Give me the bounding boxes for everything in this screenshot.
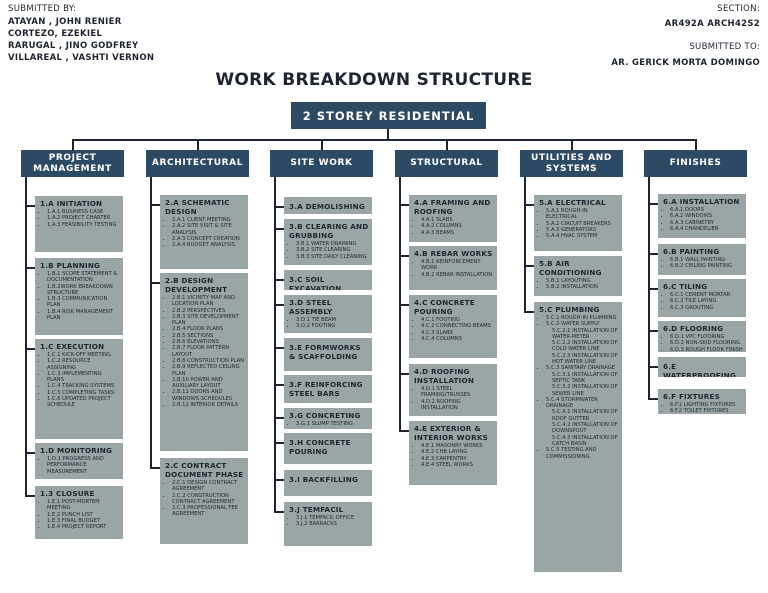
subtask-list [289,317,369,330]
subtask-item: • 5.A.4 HVAC SYSTEM [546,233,619,239]
subtask-list [40,456,120,475]
subtask-item: • 6.A.3 CABINETRY [670,220,743,226]
category-header: ARCHITECTURAL [146,150,249,177]
subtask-item: • 6.B.2 CEILING PAINTING [670,263,743,269]
subtask-list [663,334,743,352]
subtask-list [539,278,619,291]
subtask-item: • 1.C.3 IMPLEMENTING PLANS [47,371,120,384]
branch-bar [72,139,697,141]
wbs-task-box [284,470,372,496]
subtask-item: • 2.B.7 FLOOR PATTERN LAYOUT [172,345,245,358]
wbs-task-box [534,256,622,296]
wbs-task-box [284,338,372,371]
category-connector [695,140,697,150]
page-title: WORK BREAKDOWN STRUCTURE [215,70,533,90]
subtask-list [539,208,619,239]
subtask-item: • 2.A.1 CLIENT MEETING [172,217,245,223]
subtask-item: • 4.C.3 SLABS [421,330,494,336]
subtask-item: • 3.B.2 SITE CLEARING [296,247,369,253]
subtask-item: • 1.A.3 FEASIBILITY TESTING [47,222,120,228]
task-title: 4.E EXTERIOR & INTERIOR WORKS [414,424,488,442]
task-title: 3.C SOIL EXCAVATION [289,275,342,290]
subtask-item: • 4.D.2 ROOFING INSTALLATION [421,399,494,412]
subtask-item: • 2.B.4 FLOOR PLANS [172,326,245,332]
subtask-item: • 4.A.1 SLABS [421,217,494,223]
subtask-item: • 2.B.1 VICINITY MAP AND LOCATION PLAN [172,295,245,308]
wbs-task-box [409,195,497,242]
task-title: 6.D FLOORING [663,324,724,333]
wbs-task-box [658,194,746,238]
task-title: 4.A FRAMING AND ROOFING [414,198,491,216]
submitted-to-value: AR. GERICK MORTA DOMINGO [611,58,760,68]
subtask-item: • 1.B.4 RISK MANAGEMENT PLAN [47,309,120,322]
task-title: 4.D ROOFING INSTALLATION [414,367,475,385]
subtask-item: • 1.E.2 PUNCH LIST [47,512,120,518]
subtask-item: • 2.B.3 SITE DEVELOPMENT PLAN [172,314,245,327]
subtask-item: • 4.C.2 CONNECTING BEAMS [421,323,494,329]
task-title: 4.C CONCRETE POURING [414,298,475,316]
category-header: FINISHES [644,150,747,177]
task-title: 5.C PLUMBING [539,305,600,314]
wbs-task-box [284,375,372,403]
task-title: 3.E FORMWORKS & SCAFFOLDING [289,343,361,361]
subtask-list [40,209,120,228]
subtask-item: • 1.D.1 PROGRESS AND PERFORMANCE MEASUREMENT [47,456,120,475]
task-title: 6.B PAINTING [663,247,720,256]
subtask-item: • 5.C.5 TESTING AND COMMISSIONING [546,447,619,460]
category-trunk [150,177,152,467]
wbs-task-box [534,302,622,572]
wbs-task-box [35,339,123,439]
submitter-name: VILLAREAL , VASHTI VERNON [8,53,155,63]
subtask-item: • 2.A.4 BUDGET ANALYSIS [172,242,245,248]
wbs-task-box [658,244,746,275]
task-title: 3.I BACKFILLING [289,475,359,484]
wbs-task-box [409,246,497,290]
task-title: 1.B PLANNING [40,261,101,270]
subtask-list [289,515,369,528]
subtask-item: • 6.C.2 TILE LAYING [670,298,743,304]
category-connector [321,140,323,150]
subtask-item: • 2.B.9 REFLECTED CEILING PLAN [172,364,245,377]
wbs-task-box [284,295,372,333]
subtask-item: • 2.B.11 DOORS AND WINDOWS SCHEDULES [172,389,245,402]
subtask-list [414,386,494,411]
task-title: 1.A INITIATION [40,199,103,208]
subtask-item: • 4.B.2 REBAR INSTALLATION [421,272,494,278]
subtask-item: • 5.A.3 GENERATORS [546,227,619,233]
subtask-item: • 5.B.2 INSTALLATION [546,284,619,290]
wbs-task-box [284,502,372,546]
subtask-item: • 2.A.3 CONCEPT CREATION [172,236,245,242]
subtask-item: • 4.C.1 FOOTING [421,317,494,323]
submitter-name: RARUGAL , JINO GODFREY [8,41,139,51]
task-title: 6.F FIXTURES [663,392,721,401]
subtask-item: • 6.A.2 WINDOWS [670,213,743,219]
subtask-item: 5.C.2.1 INSTALLATION OF WATER-METER [552,327,618,340]
subtask-item: • 3.B.3 SITE DAILY CLEANING [296,254,369,260]
wbs-task-box [160,195,248,269]
wbs-task-box [35,443,123,479]
task-title: 3.F REINFORCING STEEL BARS [289,380,363,398]
subtask-item: • 6.A.1 DOORS [670,207,743,213]
subtask-list [663,207,743,232]
subtask-item: • 6.F.1 LIGHTING FIXTURES [670,402,743,408]
submitted-to-label: SUBMITTED TO: [689,42,760,52]
subtask-item: • 3.D.2 FOOTING [296,323,369,329]
task-title: 3.H CONCRETE POURING [289,438,351,456]
subtask-item: • 4.A.2 COLUMNS [421,223,494,229]
subtask-item: • 1.C.2 RESOURCE ASSIGNING [47,358,120,371]
subtask-item: 5.C.4.1 INSTALLATION OF ROOF GUTTER [552,409,618,422]
section-value: AR492A ARCH42S2 [664,19,760,29]
subtask-item: • 4.D.1 STEEL FRAMING/TRUSSES [421,386,494,399]
subtask-item: • 4.E.3 CARPENTRY [421,456,494,462]
subtask-list [40,499,120,530]
subtask-list [165,295,245,408]
submitter-name: ATAYAN , JOHN RENIER [8,17,122,27]
task-title: 2.C CONTRACT DOCUMENT PHASE [165,461,244,479]
wbs-task-box [658,279,746,317]
category-trunk [524,177,526,311]
subtask-list [414,217,494,236]
subtask-item: • 6.A.4 CHANDELIER [670,226,743,232]
subtask-item: • 4.B.1 REINFORCEMENT WORK [421,259,494,272]
subtask-item: • 1.A.1 BUSINESS CASE [47,209,120,215]
subtask-item: 5.C.3.1 INSTALLATION OF SEPTIC TANK [552,371,618,384]
subtask-item: • 1.B.1 SCOPE STATEMENT & DOCUMENTATION [47,271,120,284]
subtask-item: • 1.E.1 POST-MORTEM MEETING [47,499,120,512]
subtask-item: • 1.B.3 COMMUNICATION PLAN [47,296,120,309]
subtask-item: • 4.E.2 CHB LAYING [421,449,494,455]
wbs-task-box [409,295,497,358]
subtask-item: • 3.G.1 SLUMP TESTING [296,421,369,427]
task-title: 1.D MONITORING [40,446,113,455]
wbs-task-box [658,321,746,352]
subtask-item: • 3.D.1 TIE BEAM [296,317,369,323]
subtask-list [414,317,494,342]
wbs-task-box [409,421,497,485]
subtask-item: • 5.C.3 SANITARY DRAINAGE [546,365,619,371]
subtask-item: • 5.C.4 STORMWATER DRAINAGE [546,397,619,410]
subtask-item: • 6.B.1 WALL PAINTING [670,257,743,263]
root-node: 2 STOREY RESIDENTIAL [291,102,486,129]
task-title: 3.D STEEL ASSEMBLY [289,298,333,316]
subtask-item: 5.C.4.2 INSTALLATION OF DOWNSPOUT [552,422,618,435]
subtask-item: • 1.C.1 KICK-OFF MEETING [47,352,120,358]
task-title: 1.3 CLOSURE [40,489,95,498]
subtask-list [414,259,494,278]
category-header: SITE WORK [270,150,373,177]
task-title: 6.A INSTALLATION [663,197,740,206]
subtask-list [663,402,743,414]
task-title: 3.J TEMFACIL [289,505,344,514]
wbs-task-box [160,273,248,451]
subtask-item: • 1.C.5 COMPLETING TASKS [47,390,120,396]
wbs-task-box [160,458,248,544]
task-title: 2.A SCHEMATIC DESIGN [165,198,230,216]
subtask-item: • 2.B.8 CONSTRUCTION PLAN [172,358,245,364]
subtask-item: • 4.E.4 STEEL WORKS [421,462,494,468]
category-connector [197,140,199,150]
subtask-list [539,315,619,460]
task-title: 5.B AIR CONDITIONING [539,259,602,277]
subtask-item: • 4.C.4 COLUMNS [421,336,494,342]
submitter-name: CORTEZO, EZEKIEL [8,29,103,39]
category-header: UTILITIES AND SYSTEMS [520,150,623,177]
wbs-task-box [409,364,497,416]
wbs-task-box [284,433,372,464]
category-header: STRUCTURAL [395,150,498,177]
task-title: 3.B CLEARING AND GRUBBING [289,222,369,240]
task-title: 3.A DEMOLISHING [289,202,365,211]
subtask-item: • 6.C.1 CEMENT MORTAR [670,292,743,298]
subtask-list [414,443,494,468]
subtask-item: • 5.B.1 LAYOUTING [546,278,619,284]
subtask-item: • 1.E.3 FINAL BUDGET [47,518,120,524]
subtask-item: • 1.C.6 UPDATED PROJECT SCHEDULE [47,396,120,409]
subtask-item: 5.C.2.2 INSTALLATION OF COLD WATER LINE [552,340,618,353]
subtask-item: • 6.D.1 VPC FLOORING [670,334,743,340]
subtask-list [663,257,743,270]
task-title: 6.C TILING [663,282,708,291]
task-title: 2.B DESIGN DEVELOPMENT [165,276,228,294]
subtask-item: • 2.A.2 SITE VISIT & SITE ANALYSIS [172,223,245,236]
subtask-list [165,217,245,248]
subtask-item: • 5.A.2 CIRCUIT BREAKERS [546,221,619,227]
category-connector [571,140,573,150]
subtask-list [40,271,120,321]
wbs-task-box [284,219,372,265]
subtask-item: • 4.A.3 BEAMS [421,230,494,236]
subtask-item: • 2.B.10 POWER AND AUXILIARY LAYOUT [172,377,245,390]
wbs-task-box [284,408,372,429]
task-title: 1.C EXECUTION [40,342,105,351]
subtask-item: • 6.C.3 GROUTING [670,305,743,311]
task-title: 5.A ELECTRICAL [539,198,606,207]
task-title: 6.E WATERPROOFING [663,362,737,377]
subtask-list [165,480,245,518]
subtask-list [663,292,743,311]
subtask-item: • 3.J.1 TEMFACIL OFFICE [296,515,369,521]
wbs-task-box [658,389,746,414]
subtask-item: • 1.B.2WORK BREAKDOWN STRUCTURE [47,284,120,297]
subtask-item: 5.C.3.2 INSTALLATION OF SEWER LINE [552,384,618,397]
wbs-task-box [284,197,372,214]
subtask-item: • 5.A.1 ROUGH-IN ELECTRICAL [546,208,619,221]
subtask-item: • 1.C.4 TRACKING SYSTEMS [47,383,120,389]
subtask-item: 5.C.4.3 INSTALLATION OF CATCH BASIN [552,434,618,447]
task-title: 4.B REBAR WORKS [414,249,493,258]
subtask-item: • 3.B.1 WATER DRAINING [296,241,369,247]
subtask-item: • 4.E.1 MASONRY WORKS [421,443,494,449]
subtask-list [289,421,369,427]
subtask-item: • 2.C.1 DESIGN CONTRACT AGREEMENT [172,480,245,493]
subtask-item: 5.C.2.3 INSTALLATION OF HOT WATER LINE [552,352,618,366]
task-title: 3.G CONCRETING [289,411,361,420]
subtask-item: • 1.A.2 PROJECT CHARTER [47,215,120,221]
subtask-item: • 6.D.2 NON-SKID FLOORING [670,340,743,346]
subtask-item: • 1.E.4 PROJECT REPORT [47,524,120,530]
subtask-item: • 2.B.2 PERSPECTIVES [172,308,245,314]
wbs-task-box [35,486,123,539]
subtask-item: • 5.C.1 ROUGH-IN PLUMBING [546,315,619,321]
wbs-task-box [35,258,123,335]
wbs-task-box [284,270,372,290]
category-header: PROJECT MANAGEMENT [21,150,124,177]
subtask-item: • 2.B.6 ELEVATIONS [172,339,245,345]
category-trunk [25,177,27,495]
subtask-item: • 2.C.3 PROFESSIONAL FEE AGREEMENT [172,505,245,518]
subtask-item: • 2.B.12 INTERIOR DETAILS [172,402,245,408]
subtask-item: • 6.D.3 ROUGH FLOOR FINISH [670,347,743,352]
subtask-item: • 6.F.2 TOILET FIXTURES [670,408,743,414]
subtask-list [40,352,120,409]
wbs-task-box [658,357,746,377]
category-connector [446,140,448,150]
section-label: SECTION: [717,4,760,14]
subtask-item: • 2.B.5 SECTIONS [172,333,245,339]
wbs-task-box [35,196,123,252]
wbs-task-box [534,195,622,251]
subtask-list [289,241,369,260]
subtask-item: • 3.J.2 BARRACKS [296,521,369,527]
category-connector [72,140,74,150]
subtask-item: • 2.C.2 CONSTRUCTION CONTRACT AGREEMENT [172,493,245,506]
subtask-item: • 5.C.2 WATER SUPPLY [546,321,619,327]
submitted-by-label: SUBMITTED BY: [8,4,77,14]
